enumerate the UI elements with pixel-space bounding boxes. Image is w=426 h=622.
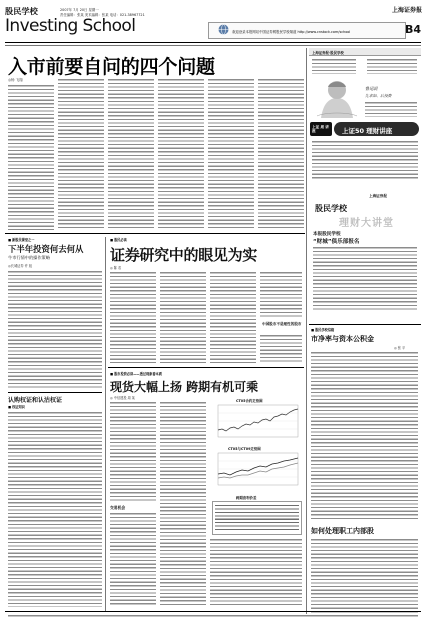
mailbox-top-rule (309, 324, 421, 325)
lower-article-col-2 (160, 401, 206, 607)
chart-ct05-trend (210, 398, 302, 444)
mailbox-byline: ◎ 张 平 (394, 346, 406, 350)
center-article-section: ■ 股民必读 (110, 238, 127, 242)
page-number: B4 (405, 23, 422, 36)
lecture-description (312, 140, 418, 180)
event-subtitle: “财城”俱乐部报名 (313, 239, 360, 245)
center-article-col-3 (210, 271, 256, 363)
sponsor-logo: 上海证券报 (369, 194, 387, 198)
right-column (309, 48, 421, 622)
lower-article-subhead: 交易机会 (110, 505, 126, 510)
main-article-bottom-rule (5, 233, 305, 234)
warrant-box-rule (8, 392, 102, 393)
spread-table-rows (215, 504, 299, 532)
sponsor-block (309, 194, 421, 282)
lecture-pill-text: 上证50 理财讲座 (342, 126, 393, 135)
section-title-en: Investing School (5, 16, 136, 36)
left-article-title: 下半年投资何去何从 (8, 244, 84, 254)
masthead-rule (5, 42, 421, 43)
main-article-col-3 (108, 78, 154, 230)
left-article-body (8, 270, 102, 390)
left-article-section: ■ 新股民课堂之一 (8, 238, 35, 242)
chart-ct05-ct09 (210, 446, 302, 492)
right-header-title: 上海证券报·股民学校 (312, 50, 344, 55)
quote-author: 鲁迅说 (365, 86, 378, 91)
center-article-col-2 (160, 271, 206, 363)
lower-article-title: 现货大幅上扬 跨期有机可乘 (110, 380, 259, 394)
footer-rule (5, 611, 421, 612)
section-title-cn: 股民学校 (5, 6, 38, 16)
mailbox-title: 市净率与资本公积金 (311, 334, 374, 343)
warrant-box-subtitle: ■ 权证知识 (8, 405, 25, 409)
sponsor-school: 股民学校 (315, 203, 347, 213)
quote-author-2: 先求知、后投资 (365, 93, 392, 98)
mailbox-section: ■ 股民学校信箱 (311, 328, 335, 332)
event-title: 本报股民学校 (313, 232, 341, 237)
main-article-col-6 (258, 78, 304, 230)
footer-disclaimer (8, 614, 418, 618)
event-details (313, 246, 417, 310)
chart1-title: CT05合约走势图 (236, 399, 263, 403)
spread-table-caption: 跨期套利价差 (236, 496, 257, 500)
main-headline: 入市前要自问的四个问题 (8, 56, 215, 78)
lower-article-col-1b (110, 512, 156, 607)
center-article-byline: ◎ 陈 若 (110, 266, 122, 270)
left-article-subtitle: 牛市行情中的操作策略 (8, 255, 50, 260)
left-column-divider (105, 237, 106, 611)
internal-shares-text (311, 538, 418, 616)
warrant-box-title: 认购权证和认沽权证 (8, 397, 63, 404)
right-column-divider (306, 48, 307, 618)
main-article-col-1 (8, 84, 54, 230)
lecture-pill-left-text: 上证 周 讲座 (312, 125, 329, 133)
globe-icon (218, 24, 229, 35)
lower-article-section: ■ 股市投资必读——透过现象看本质 (110, 372, 162, 376)
lower-article-byline: ◎ 中信建投 周 某 (110, 396, 135, 400)
main-article-col-5 (208, 78, 254, 230)
issue-info-line1: 2007年 7月 20日 星期一 (60, 8, 99, 12)
center-article-bottom-rule (108, 367, 304, 368)
sponsor-big-title: 理财大讲堂 (339, 218, 394, 229)
right-header-list (312, 58, 356, 74)
center-article-col-4b (260, 334, 302, 363)
lower-article-col-3 (210, 538, 302, 607)
newspaper-name: 上海证券报 (392, 7, 423, 14)
masthead-rule-thin (5, 45, 421, 46)
left-article-byline: ◎长城证券 许 旭 (8, 264, 32, 268)
issue-info-line2: 责任编辑：张某 美术编辑：张某 电话：021-38967721 (60, 13, 145, 17)
spread-table (212, 501, 302, 535)
center-pull-quote: 中国股市不是理性的股市 (262, 322, 302, 326)
internal-shares-title: 如何处理职工内部股 (311, 526, 374, 535)
quote-text (365, 101, 417, 117)
right-header-list-2 (367, 58, 417, 74)
main-byline: ◎杨 飞翔 (8, 78, 23, 82)
chart2-plot (212, 452, 300, 490)
mailbox-text (311, 351, 418, 521)
main-article-col-4 (158, 78, 204, 230)
warrant-box-body (8, 411, 102, 607)
center-article-title: 证券研究中的眼见为实 (110, 246, 258, 264)
main-article-col-2 (58, 78, 104, 230)
chart2-title: CT05与CT09走势图 (228, 447, 261, 451)
center-article-col-1 (110, 271, 156, 363)
lower-article-col-1 (110, 401, 156, 503)
portrait-illustration (311, 76, 361, 120)
chart1-plot (212, 404, 300, 442)
website-ad-line[interactable]: 欢迎登录本报网站中国证券网股民学校频道 http://www.cnstock.com/school (232, 30, 351, 34)
center-article-col-4 (260, 271, 302, 319)
